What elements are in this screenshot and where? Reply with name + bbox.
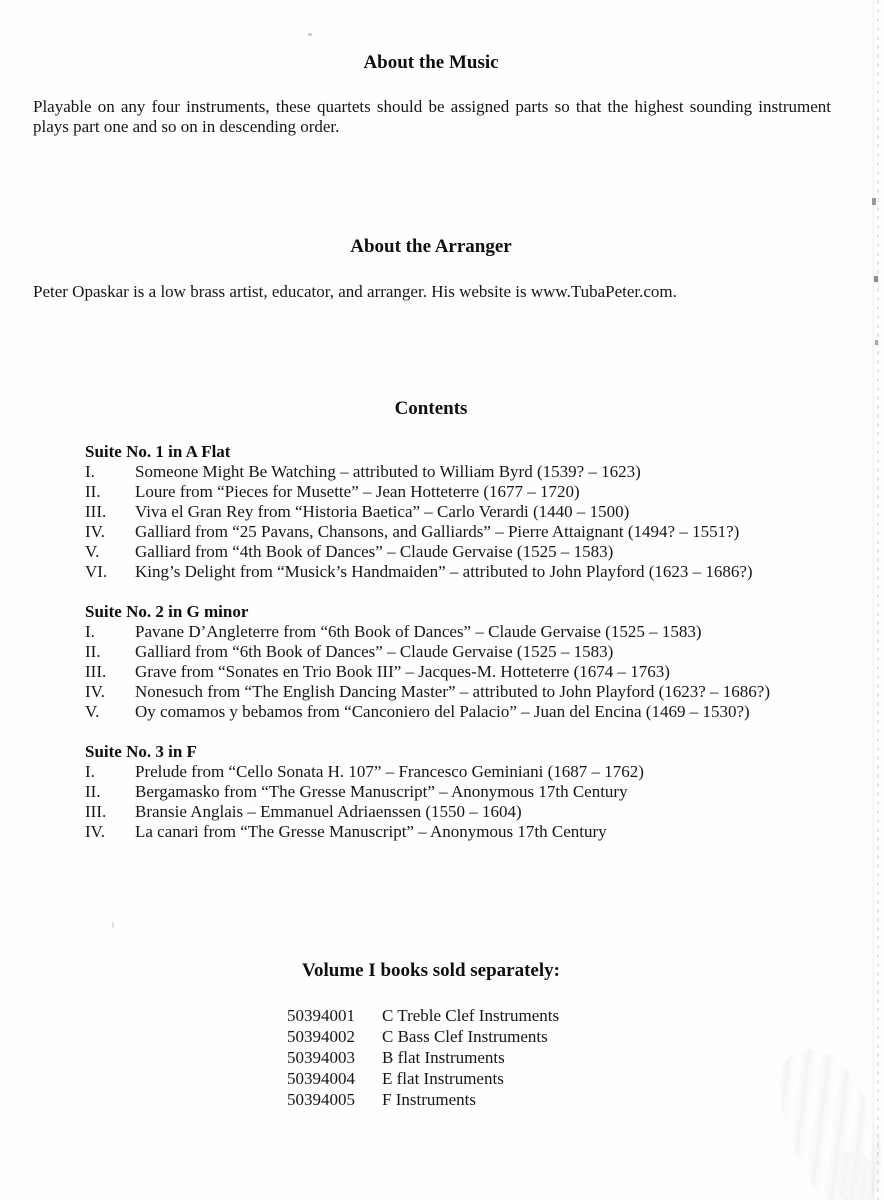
toc-item-numeral: III. [85,802,107,821]
toc-item-text: Nonesuch from “The English Dancing Master” – attributed to John Playford (1623? – 1686?) [135,682,770,701]
toc-item [85,702,855,722]
volume-books-list [287,1005,787,1110]
book-instrument-label: B flat Instruments [382,1048,505,1067]
toc-item [85,562,855,582]
toc-item [85,662,855,682]
about-music-paragraph: Playable on any four instruments, these quartets should be assigned parts so that the highest sounding instrument plays part one and so on in descending order. [33,97,831,136]
toc-item-text: Galliard from “4th Book of Dances” – Claude Gervaise (1525 – 1583) [135,542,614,561]
suite-2-section [85,602,855,722]
toc-item-numeral: VI. [85,562,108,581]
toc-item [85,502,855,522]
toc-item-numeral: IV. [85,822,105,841]
toc-item [85,682,855,702]
toc-item [85,542,855,562]
scan-edge-mark [872,198,876,205]
contents-heading: Contents [394,398,468,419]
about-arranger-paragraph: Peter Opaskar is a low brass artist, educator, and arranger. His website is www.TubaPeter.com. [33,282,677,301]
toc-item [85,522,855,542]
volume-books-heading: Volume I books sold separately: [302,960,560,981]
book-item [287,1089,787,1110]
suite-2-heading: Suite No. 2 in G minor [85,602,249,621]
about-music-heading: About the Music [363,52,499,73]
suite-3-heading: Suite No. 3 in F [85,742,197,761]
toc-item [85,762,855,782]
book-catalog-number: 50394005 [287,1090,355,1109]
scan-speck [112,922,114,928]
book-item [287,1005,787,1026]
toc-item-text: Galliard from “6th Book of Dances” – Claude Gervaise (1525 – 1583) [135,642,614,661]
suite-1-section [85,442,855,582]
toc-item [85,482,855,502]
book-instrument-label: E flat Instruments [382,1069,504,1088]
toc-item-text: Bransie Anglais – Emmanuel Adriaenssen (1550 – 1604) [135,802,522,821]
toc-item-text: Bergamasko from “The Gresse Manuscript” – Anonymous 17th Century [135,782,628,801]
book-catalog-number: 50394003 [287,1048,355,1067]
scan-edge-shadow [871,0,874,1200]
toc-item-text: La canari from “The Gresse Manuscript” – Anonymous 17th Century [135,822,607,841]
toc-item-numeral: IV. [85,522,105,541]
toc-item-numeral: V. [85,702,100,721]
toc-item-text: Loure from “Pieces for Musette” – Jean Hotteterre (1677 – 1720) [135,482,580,501]
book-item [287,1026,787,1047]
book-item [287,1068,787,1089]
toc-item-text: Galliard from “25 Pavans, Chansons, and Galliards” – Pierre Attaignant (1494? – 1551?) [135,522,740,541]
toc-item-numeral: IV. [85,682,105,701]
book-instrument-label: F Instruments [382,1090,476,1109]
toc-item-text: Prelude from “Cello Sonata H. 107” – Francesco Geminiani (1687 – 1762) [135,762,644,781]
scan-edge-dashline [877,0,879,1200]
scan-edge-mark [874,276,878,282]
toc-item [85,622,855,642]
toc-item-text: Someone Might Be Watching – attributed to William Byrd (1539? – 1623) [135,462,641,481]
toc-item [85,642,855,662]
toc-item-numeral: II. [85,642,101,661]
toc-item-text: Viva el Gran Rey from “Historia Baetica” – Carlo Verardi (1440 – 1500) [135,502,630,521]
scan-edge-mark [875,340,878,345]
toc-item [85,822,855,842]
about-arranger-heading: About the Arranger [350,236,512,257]
book-instrument-label: C Bass Clef Instruments [382,1027,548,1046]
book-item [287,1047,787,1068]
book-catalog-number: 50394002 [287,1027,355,1046]
book-catalog-number: 50394001 [287,1006,355,1025]
suite-1-heading: Suite No. 1 in A Flat [85,442,231,461]
toc-item-numeral: V. [85,542,100,561]
toc-item-text: Oy comamos y bebamos from “Canconiero del Palacio” – Juan del Encina (1469 – 1530?) [135,702,750,721]
scan-speck [308,33,312,36]
toc-item-text: King’s Delight from “Musick’s Handmaiden” – attributed to John Playford (1623 – 1686?) [135,562,753,581]
toc-item-numeral: I. [85,622,95,641]
suite-3-section [85,742,855,842]
toc-item-text: Grave from “Sonates en Trio Book III” – Jacques-M. Hotteterre (1674 – 1763) [135,662,670,681]
toc-item [85,462,855,482]
toc-item-numeral: III. [85,502,107,521]
book-catalog-number: 50394004 [287,1069,355,1088]
toc-item-numeral: III. [85,662,107,681]
toc-item-numeral: I. [85,462,95,481]
toc-item-numeral: II. [85,782,101,801]
toc-item [85,782,855,802]
toc-item-numeral: II. [85,482,101,501]
toc-item-text: Pavane D’Angleterre from “6th Book of Dances” – Claude Gervaise (1525 – 1583) [135,622,702,641]
book-instrument-label: C Treble Clef Instruments [382,1006,560,1025]
toc-item [85,802,855,822]
toc-item-numeral: I. [85,762,95,781]
